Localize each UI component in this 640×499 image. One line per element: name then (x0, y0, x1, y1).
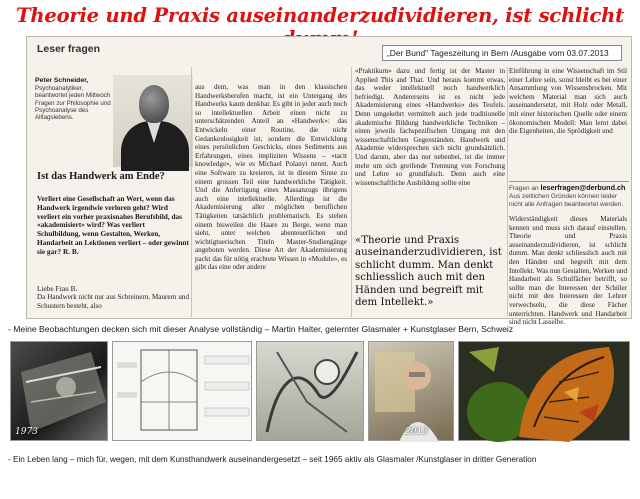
newspaper-clipping (26, 36, 632, 327)
greeting: Liebe Frau B. (37, 284, 78, 293)
question-heading: Ist das Handwerk am Ende? (37, 171, 165, 182)
contact-email: leserfragen@derbund.ch (540, 183, 626, 192)
year-label: 1973 (15, 427, 38, 437)
pull-quote: «Theorie und Praxis auseinanderzudividieren, ist schlicht dumm. Man denkt schliesslich auch mit den Händen und begreift mit dem Intellekt.» (355, 235, 502, 309)
column-divider (507, 67, 508, 317)
stained-glass-diagram (113, 342, 253, 442)
photo-lead-window (256, 341, 364, 441)
section-label: Leser fragen (37, 43, 101, 55)
photo-gallery (10, 341, 630, 441)
author-name: Peter Schneider, (35, 77, 89, 84)
photo-glass-painter-2013 (368, 341, 454, 441)
article-column-4: Einführung in eine Wissenschaft im Stil einer Lehre sein, sonst bleibt es bei einer Ansammlung von Wissensbrocken. Mit welchem Material man sich auch auseinandersetzt, mit Holz oder Metall, mit einer historischen Quelle oder einem ökonomischen Modell: Man lernt dabei die Eigenheiten, die Sprödigkeit und (509, 67, 627, 136)
contact-note: Aus zeitlichen Gründen können leider nicht alle Anfragen beantwortet werden. (509, 193, 624, 208)
contact-label: Fragen an (509, 185, 539, 192)
leaf-stained-glass-image (459, 342, 631, 442)
contact-box (509, 181, 629, 209)
column-divider (351, 67, 352, 317)
source-note: „Der Bund" Tageszeitung in Bern /Ausgabe vom 03.07.2013 (382, 45, 622, 61)
article-column-2: aus dem, was man in den klassischen Handwerksberufen macht, ist ein Untergang des Handwerks kaum denkbar. Es gibt in jeder auch noch so intellektuellen Arbeit einen nicht zu unterschätzenden Anteil an «Handwerk»: das Entwickeln einer Routine, die nicht Gedankenlosigkeit ist, sondern die Entwicklung eines persönlichen Geschicks, eines Sediments aus Erfahrungen, eines impliziten Wissens – «tacit knowledge», wie es Michael Polanyi nennt. Auch eine Software zu kreieren, ist in diesem Sinne zu einem grossen Teil eine handwerkliche Tätigkeit. Und die Anfertigung eines Massanzugs übrigens auch eine intellektuelle. Allerdings ist die Akademisierung aller möglichen beruflichen Tätigkeiten tatsächlich problematisch. Es stehen einem bisweilen die Haare zu Berge, wenn man sieht, unter welchen abenteuerlichen und wichtigtuerischen Titeln Master-Studiengänge angeboten werden. Diese Art der Akademisierung packt das für nötig erachtete Wissen in «Module», es gibt das eine oder andere (195, 83, 347, 272)
page-title: Theorie und Praxis auseinanderzudividieren, ist schlicht (16, 4, 624, 27)
photo-window-sketch (112, 341, 252, 441)
caption-top: - Meine Beobachtungen decken sich mit dieser Analyse vollständig – Martin Halter, gelernter Glasmaler + Kunstglaser Bern, Schweiz (8, 324, 514, 334)
question-text: Verliert eine Gesellschaft an Wert, wenn das Handwerk irgendwie verloren geht? Wird verliert ein vorher praxisnahes Berufsbild, das «akademisiert» wird? Was verliert Schulbildung, wenn Gestalten, Werken, Handarbeit an Lektionen verliert – oder gewinnt sie gar? R. B. (37, 194, 189, 256)
article-column-3: «Praktikum» dazu und fertig ist der Master in Applied This and That. Und heraus kommt etwas, das weder intellektuell noch handwerklich befriedigt. Andererseits ist es nicht jede Akademisierung eines «Handwerks» des Teufels. Denn umgekehrt vermittelt auch jede traditionelle akademische Bildung handwerkliche Techniken – einen jeweils fachspezifischen Umgang mit den wissenschaftlichen Gegenständen. Handwerk und Akademie widersprechen sich nicht grundsätzlich. Und darum, aber das nur nebenbei, ist die immer mehr um sich greifende Trennung von Forschung und Lehre so grundfalsch. Denn auch eine wissenschaftliche Ausbildung sollte eine (355, 67, 505, 187)
leaded-window-image (257, 342, 365, 442)
author-portrait (113, 75, 193, 167)
photo-workshop-1973 (10, 341, 108, 441)
photo-leaf-glass (458, 341, 630, 441)
article-column-5: Widerständigkeit dieses Materials kennen und muss sich darauf einstellen. Theorie und Praxis auseinanderzudividieren, ist schlicht dumm. Man denkt schliesslich auch mit den Händen und begreift mit dem Intellekt. Was nun Gestalten, Werken und Handarbeit als Schulfächer betrifft, so sollte man die Interessen der Schüler nicht mit den Interessen der Lehrer verwechseln, die diese Fächer unterrichten. Handwerk und Handarbeit sind nicht Lasselbe. (509, 215, 627, 327)
author-bio: Psychoanalytiker, beantwortet jeden Mittwoch Fragen zur Philosophie und Psychoanalyse des Alltagslebens. (35, 85, 111, 122)
article-column-1: Da Handwerk nicht nur aus Schreinern, Maurern und Schustern besteht, also (37, 293, 189, 310)
year-label: 2013 (405, 427, 428, 437)
column-divider (191, 67, 192, 317)
caption-bottom: - Ein Leben lang – mich für, wegen, mit dem Kunsthandwerk auseinandergesetzt – seit 1965 aktiv als Glasmaler /Kunstglaser in dritter Generation (8, 455, 537, 464)
